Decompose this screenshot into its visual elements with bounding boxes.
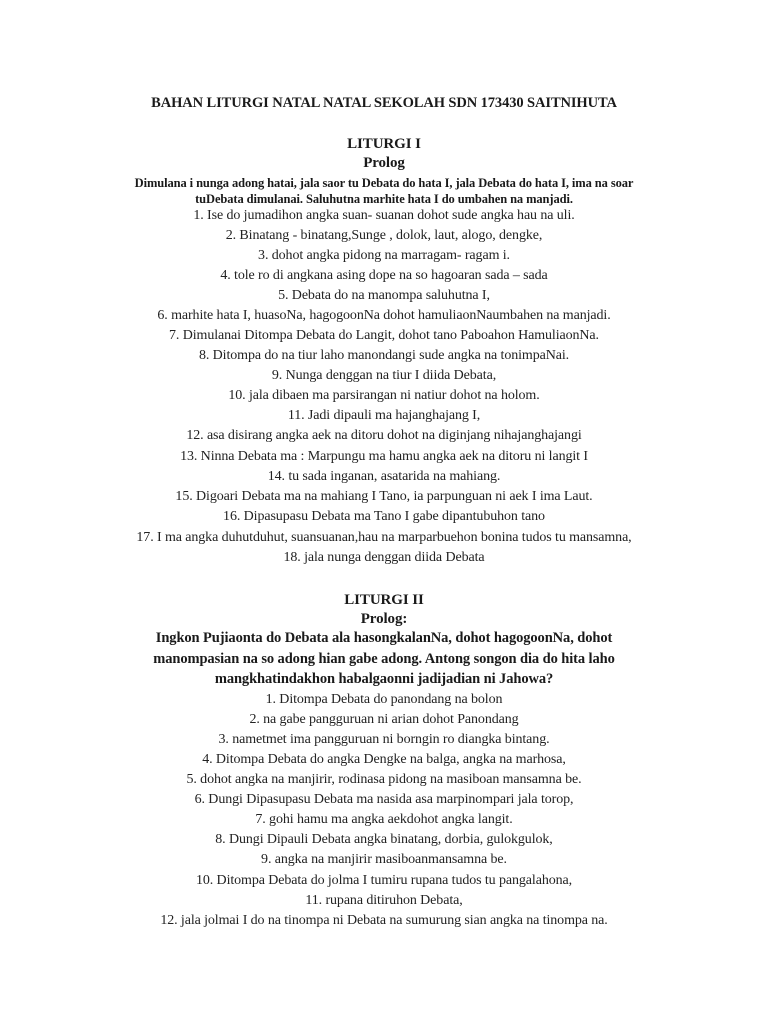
liturgi-2-prolog-line: manompasian na so adong hian gabe adong. Antong songon dia do hita laho: [153, 651, 615, 667]
liturgi-1-item: 10. jala dibaen ma parsirangan ni natiur dohot na holom.: [228, 388, 540, 403]
liturgi-2-heading: LITURGI II: [344, 592, 424, 608]
liturgi-2-item: 6. Dungi Dipasupasu Debata ma nasida asa marpinompari jala torop,: [194, 792, 574, 807]
liturgi-2-prolog-line: Ingkon Pujiaonta do Debata ala hasongkalanNa, dohot hagogoonNa, dohot: [155, 630, 613, 646]
liturgi-2-prolog-label: Prolog:: [360, 611, 408, 627]
liturgi-2-item: 4. Ditompa Debata do angka Dengke na balga, angka na marhosa,: [202, 752, 566, 767]
liturgi-2-item: 5. dohot angka na manjirir, rodinasa pidong na masiboan mansamna be.: [186, 772, 582, 787]
liturgi-1-item: 16. Dipasupasu Debata ma Tano I gabe dipantubuhon tano: [223, 509, 545, 524]
liturgi-1-item: 1. Ise do jumadihon angka suan- suanan dohot sude angka hau na uli.: [193, 208, 575, 223]
liturgi-1-item: 17. I ma angka duhutduhut, suansuanan,hau na marparbuehon bonina tudos tu mansamna,: [136, 530, 632, 545]
liturgi-1-item: 15. Digoari Debata ma na mahiang I Tano, ia parpunguan ni aek I ima Laut.: [175, 489, 593, 504]
liturgi-1-prolog-label: Prolog: [363, 155, 405, 171]
liturgi-1-item: 2. Binatang - binatang,Sunge , dolok, laut, alogo, dengke,: [225, 228, 543, 243]
liturgi-2-item: 3. nametmet ima pangguruan ni borngin ro diangka bintang.: [218, 732, 550, 747]
liturgi-1-item: 12. asa disirang angka aek na ditoru dohot na diginjang nihajanghajangi: [186, 428, 582, 443]
liturgi-1-heading: LITURGI I: [347, 136, 421, 152]
liturgi-2-item: 7. gohi hamu ma angka aekdohot angka langit.: [255, 812, 513, 827]
liturgi-1-item: 8. Ditompa do na tiur laho manondangi sude angka na tonimpaNai.: [198, 348, 570, 363]
liturgi-1-item: 11. Jadi dipauli ma hajanghajang I,: [287, 408, 481, 423]
liturgi-1-item: 9. Nunga denggan na tiur I diida Debata,: [271, 368, 497, 383]
liturgi-1-item: 4. tole ro di angkana asing dope na so hagoaran sada – sada: [220, 268, 548, 283]
liturgi-1-item: 3. dohot angka pidong na marragam- ragam i.: [258, 248, 510, 263]
liturgi-2-item: 11. rupana ditiruhon Debata,: [305, 893, 463, 908]
liturgi-1-item: 14. tu sada inganan, asatarida na mahiang.: [267, 469, 501, 484]
liturgi-2-item: 1. Ditompa Debata do panondang na bolon: [265, 692, 503, 707]
liturgi-1-item: 7. Dimulanai Ditompa Debata do Langit, dohot tano Paboahon HamuliaonNa.: [169, 328, 599, 343]
liturgi-2-item: 10. Ditompa Debata do jolma I tumiru rupana tudos tu pangalahona,: [195, 873, 573, 888]
liturgi-1-item: 5. Debata do na manompa saluhutna I,: [278, 288, 490, 303]
liturgi-2-item: 2. na gabe pangguruan ni arian dohot Panondang: [249, 712, 519, 727]
liturgi-1-item: 13. Ninna Debata ma : Marpungu ma hamu angka aek na ditoru ni langit I: [180, 449, 588, 464]
liturgi-2-prolog-line: mangkhatindakhon habalgaonni jadijadian ni Jahowa?: [214, 671, 554, 687]
document-title: BAHAN LITURGI NATAL NATAL SEKOLAH SDN 173430 SAITNIHUTA: [151, 95, 617, 111]
liturgi-1-prolog-line: Dimulana i nunga adong hatai, jala saor tu Debata do hata I, jala Debata do hata I, ima na soar: [134, 176, 634, 190]
liturgi-1-item: 18. jala nunga denggan diida Debata: [283, 550, 485, 565]
liturgi-2-item: 8. Dungi Dipauli Debata angka binatang, dorbia, gulokgulok,: [215, 832, 553, 847]
liturgi-2-item: 12. jala jolmai I do na tinompa ni Debata na sumurung sian angka na tinompa na.: [160, 913, 608, 928]
liturgi-1-item: 6. marhite hata I, huasoNa, hagogoonNa dohot hamuliaonNaumbahen na manjadi.: [157, 308, 611, 323]
liturgi-2-item: 9. angka na manjirir masiboanmansamna be.: [261, 852, 507, 867]
liturgi-1-prolog-line: tuDebata dimulanai. Saluhutna marhite hata I do umbahen na manjadi.: [195, 192, 573, 206]
